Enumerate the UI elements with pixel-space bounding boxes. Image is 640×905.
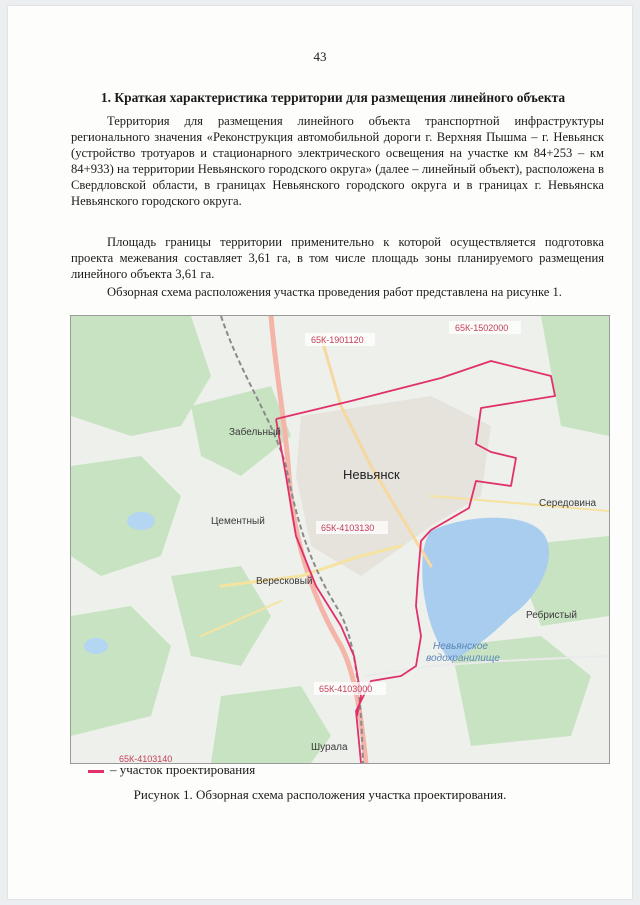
place-nevyansk: Невьянск (343, 467, 400, 482)
paragraph-3: Обзорная схема расположения участка проведения работ представлена на рисунке 1. (107, 285, 562, 299)
section-heading: 1. Краткая характеристика территории для размещения линейного объекта (100, 90, 566, 105)
legend-text: – участок проектирования (110, 762, 256, 777)
page-number: 43 (313, 49, 327, 64)
svg-text:водохранилище: водохранилище (426, 653, 500, 664)
place-vereskovy: Вересковый (256, 576, 313, 587)
place-rebristy: Ребристый (526, 610, 577, 621)
road-label-2: 65К-1502000 (455, 323, 509, 333)
road-label-1: 65К-1901120 (311, 335, 364, 345)
legend-line-swatch (88, 770, 104, 773)
road-label-5: 65К-4103140 (119, 754, 173, 763)
lake (127, 512, 155, 530)
place-tsementny: Цементный (211, 516, 265, 527)
map-legend (88, 762, 255, 778)
document-page (8, 6, 632, 899)
svg-text:Невьянское: Невьянское (433, 641, 488, 652)
lake (84, 638, 108, 654)
paragraph-2: Площадь границы территории применительно к которой осуществляется подготовка проекта межевания составляет 3,61 га, в том числе площадь зоны планируемого размещения линейного объекта 3,61 га. (71, 235, 604, 281)
place-shurala: Шурала (311, 742, 348, 753)
road-label-4: 65К-4103000 (319, 684, 373, 694)
place-zabelny: Забельный (229, 427, 281, 438)
road-label-3: 65К-4103130 (321, 523, 375, 533)
place-seredovina: Середовина (539, 498, 597, 509)
overview-map (70, 315, 610, 764)
paragraph-1: Территория для размещения линейного объекта транспортной инфраструктуры регионального значения «Реконструкция автомобильной дороги г. Верхняя Пышма – г. Невьянск (устройство тротуаров и стационарного электрического освещения на участке км 84+253 – км 84+933) на территории Невьянского городского округа» (далее – линейный объект), расположена в Свердловской области, в границах Невьянского городского округа и в границах г. Невьянска Невьянского городского округа. (71, 114, 604, 208)
figure-caption: Рисунок 1. Обзорная схема расположения участка проектирования. (133, 787, 507, 802)
map-canvas (71, 316, 609, 763)
